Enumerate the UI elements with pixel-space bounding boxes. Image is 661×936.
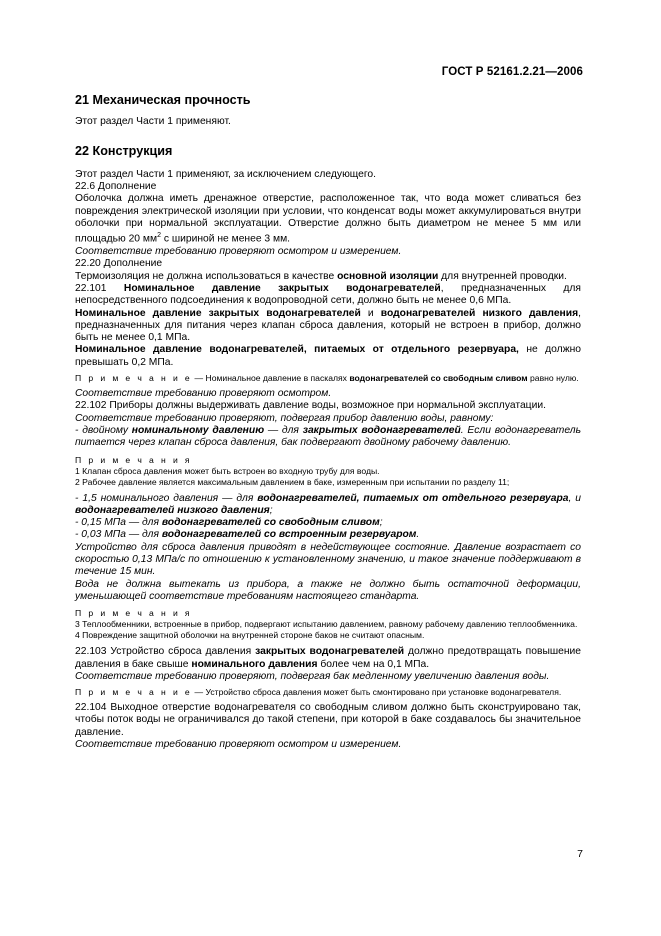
clause-22-104-check: Соответствие требованию проверяют осмотром и измерением. bbox=[75, 739, 402, 750]
clause-22-103-text: 22.103 Устройство сброса давления закрытых водонагревателей должно предотвращать повышение давления в баке свыше номинального давления более чем на 0,1 МПа. bbox=[75, 646, 581, 670]
clause-22-102-item-1: - двойному номинальному давлению — для закрытых водонагревателей. Если водонагреватель питается через клапан сброса давления, бак подвергают двойному рабочему давлению. bbox=[75, 424, 581, 449]
clause-22-103-note: П р и м е ч а н и е — Устройство сброса давления может быть смонтировано при установке водонагревателя. bbox=[75, 687, 562, 698]
clause-22-103-check: Соответствие требованию проверяют, подвергая бак медленному увеличению давления воды. bbox=[75, 670, 550, 682]
clause-22-6-check: Соответствие требованию проверяют осмотром и измерением. bbox=[75, 246, 402, 258]
clause-22-102-item-4: - 0,03 МПа — для водонагревателей со встроенным резервуаром. bbox=[75, 529, 420, 541]
section-22-title: 22 Конструкция bbox=[75, 143, 173, 158]
clause-22-102-notes-label: П р и м е ч а н и я bbox=[75, 454, 192, 465]
clause-22-102-note-4: 4 Повреждение защитной оболочки на внутренней стороне баков не считают опасным. bbox=[75, 630, 425, 641]
section-22-text: Этот раздел Части 1 применяют, за исключением следующего. bbox=[75, 168, 377, 180]
section-21-text: Этот раздел Части 1 применяют. bbox=[75, 116, 231, 128]
page-body bbox=[75, 94, 581, 751]
clause-22-102-relief: Устройство для сброса давления приводят в недействующее состояние. Давление возрастает со скоростью 0,13 МПа/с по отношению к установленному значению, и такое значение поддерживают в течение 15 мин. bbox=[75, 541, 581, 578]
clause-22-102-text: 22.102 Приборы должны выдерживать давление воды, возможное при нормальной эксплуатации. bbox=[75, 400, 546, 412]
clause-22-102-item-3: - 0,15 МПа — для водонагревателей со свободным сливом; bbox=[75, 517, 383, 529]
clause-22-102-check: Соответствие требованию проверяют, подвергая прибор давлению воды, равному: bbox=[75, 412, 494, 424]
clause-22-101-para3: Номинальное давление водонагревателей, питаемых от отдельного резервуара, не должно превышать 0,2 МПа. bbox=[75, 344, 581, 368]
section-21-title: 21 Механическая прочность bbox=[75, 93, 251, 107]
page-number: 7 bbox=[577, 848, 583, 860]
clause-22-102-note-3: 3 Теплообменники, встроенные в прибор, подвергают испытанию давлением, равному рабочему давлению теплообменника. bbox=[75, 619, 578, 630]
clause-22-102-notes2-label: П р и м е ч а н и я bbox=[75, 608, 192, 619]
clause-22-102-note-2: 2 Рабочее давление является максимальным давлением в баке, измеренным при испытании по разделу 11; bbox=[75, 476, 510, 487]
clause-22-102-item-2: - 1,5 номинального давления — для водонагревателей, питаемых от отдельного резервуара, и водонагревателей низкого давления; bbox=[75, 492, 582, 516]
clause-22-101-para1: 22.101 Номинальное давление закрытых водонагревателей, предназначенных для непосредственного подсоединения к водопроводной сети, должно быть не менее 0,6 МПа. bbox=[75, 282, 581, 307]
clause-22-101-note: П р и м е ч а н и е — Номинальное давление в паскалях водонагревателей со свободным сливом равно нулю. bbox=[75, 373, 579, 384]
clause-22-102-note-1: 1 Клапан сброса давления может быть встроен во входную трубу для воды. bbox=[75, 465, 380, 476]
clause-22-20-body: Термоизоляция не должна использоваться в качестве основной изоляции для внутренней проводки. bbox=[75, 270, 567, 282]
clause-22-6-body: Оболочка должна иметь дренажное отверстие, расположенное так, что вода может сливаться без повреждения электрической изоляции при условии, что конденсат воды может аккумулироваться внутри оболочки при нормальной эксплуатации. Отверстие должно быть диаметром не менее 5 мм или площадью 20 $мм^2$ с шириной не менее 3 мм. bbox=[75, 193, 581, 245]
clause-22-101-para2: Номинальное давление закрытых водонагревателей и водонагревателей низкого давления, предназначенных для питания через клапан сброса давления, который не встроен в прибор, должно быть не менее 0,1 МПа. bbox=[75, 307, 581, 344]
clause-22-104-text: 22.104 Выходное отверстие водонагревателя со свободным сливом должно быть сконструировано так, чтобы поток воды не ограничивался до такой степени, при которой в баке создавалось бы значительное давление. bbox=[75, 702, 581, 738]
clause-22-6-head: 22.6 Дополнение bbox=[75, 181, 157, 193]
document-standard-id: ГОСТ Р 52161.2.21—2006 bbox=[441, 66, 583, 78]
clause-22-20-head: 22.20 Дополнение bbox=[75, 258, 163, 270]
clause-22-101-check: Соответствие требованию проверяют осмотром. bbox=[75, 388, 332, 400]
clause-22-102-leak: Вода не должна вытекать из прибора, а также не должно быть остаточной деформации, уменьшающей соответствие требованиям настоящего стандарта. bbox=[75, 578, 581, 602]
